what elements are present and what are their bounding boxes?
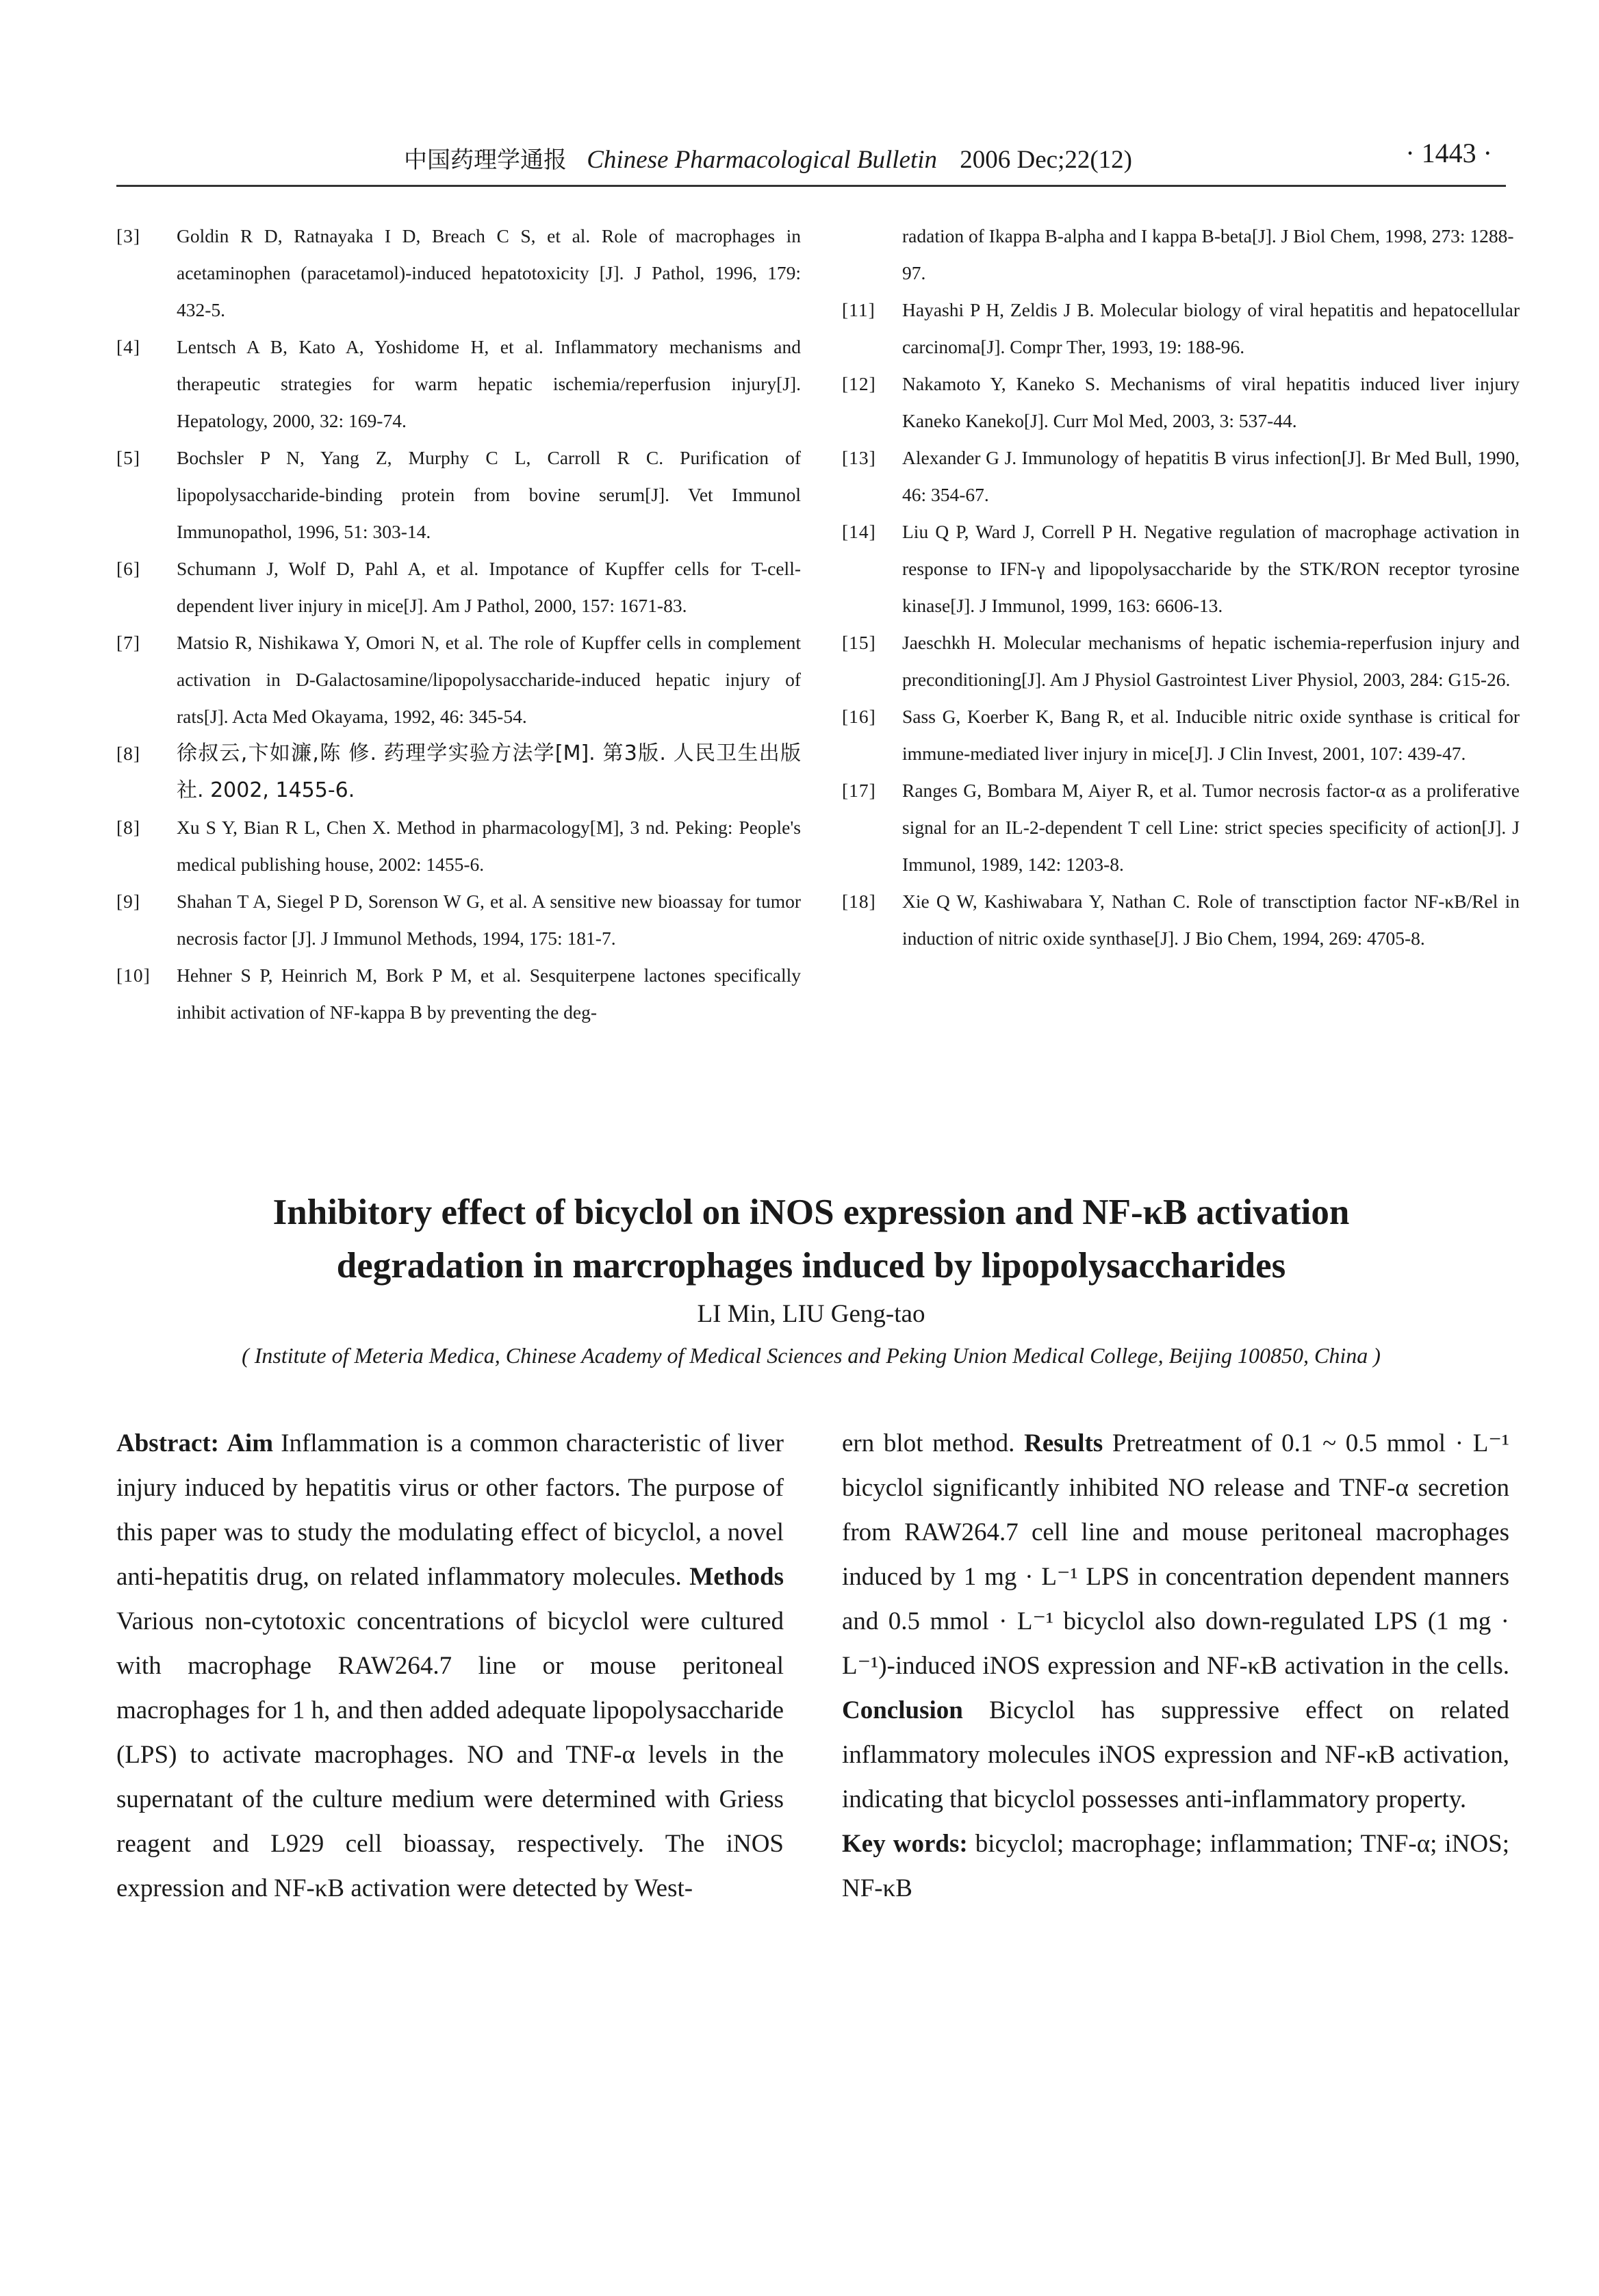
reference-item bbox=[842, 513, 1520, 624]
journal-name-zh: 中国药理学通报 bbox=[404, 146, 567, 174]
reference-number: [16] bbox=[842, 706, 876, 727]
reference-number: [6] bbox=[116, 558, 141, 579]
reference-text: 徐叔云,卞如濂,陈 修. 药理学实验方法学[M]. 第3版. 人民卫生出版社. 2002, 1455-6. bbox=[177, 741, 801, 802]
journal-issue: 2006 Dec;22(12) bbox=[960, 146, 1132, 174]
references-left-column bbox=[116, 218, 801, 1031]
article-title bbox=[116, 1186, 1506, 1292]
reference-text: Liu Q P, Ward J, Correll P H. Negative regulation of macrophage activation in response to IFN-γ and lipopolysaccharide by the STK/RON receptor tyrosine kinase[J]. J Immunol, 1999, 163: 6606-13. bbox=[902, 521, 1520, 616]
reference-number: [15] bbox=[842, 632, 876, 653]
conclusion-text: Bicyclol has suppressive effect on related inflammatory molecules iNOS expression and NF-κB activation, indicating that bicyclol possesses anti-inflammatory property. bbox=[842, 1696, 1510, 1813]
reference-item bbox=[842, 698, 1520, 772]
reference-number: [12] bbox=[842, 373, 876, 394]
references-right-list bbox=[842, 292, 1520, 957]
reference-item bbox=[116, 329, 801, 439]
running-header bbox=[116, 137, 1506, 178]
reference-text: Hayashi P H, Zeldis J B. Molecular biology of viral hepatitis and hepatocellular carcinoma[J]. Compr Ther, 1993, 19: 188-96. bbox=[902, 299, 1520, 357]
reference-number: [13] bbox=[842, 447, 876, 468]
reference-number: [5] bbox=[116, 447, 141, 468]
reference-continuation: radation of Ikappa B-alpha and I kappa B-beta[J]. J Biol Chem, 1998, 273: 1288-97. bbox=[902, 225, 1514, 283]
article-title-line-2: degradation in marcrophages induced by lipopolysaccharides bbox=[336, 1246, 1286, 1286]
reference-item bbox=[116, 809, 801, 883]
reference-item bbox=[842, 292, 1520, 366]
abstract-right-column bbox=[842, 1421, 1509, 1911]
reference-number: [18] bbox=[842, 891, 876, 912]
abstract-label: Abstract: bbox=[116, 1429, 220, 1457]
abstract-paragraph-right bbox=[842, 1421, 1509, 1822]
reference-number: [8] bbox=[116, 817, 141, 838]
reference-number: [11] bbox=[842, 299, 875, 320]
keywords-text: bicyclol; macrophage; inflammation; TNF-α; iNOS; NF-κB bbox=[842, 1830, 1510, 1902]
reference-text: Schumann J, Wolf D, Pahl A, et al. Impotance of Kupffer cells for T-cell-dependent liver injury in mice[J]. Am J Pathol, 2000, 157: 1671-83. bbox=[177, 558, 801, 616]
keywords-paragraph bbox=[842, 1822, 1509, 1911]
reference-item bbox=[116, 883, 801, 957]
header-divider bbox=[116, 185, 1506, 187]
reference-number: [14] bbox=[842, 521, 876, 542]
reference-item bbox=[842, 772, 1520, 883]
reference-item bbox=[116, 439, 801, 550]
reference-item bbox=[116, 550, 801, 624]
reference-text: Lentsch A B, Kato A, Yoshidome H, et al. Inflammatory mechanisms and therapeutic strategies for warm hepatic ischemia/reperfusion injury[J]. Hepatology, 2000, 32: 169-74. bbox=[177, 336, 801, 431]
abstract-left-column bbox=[116, 1421, 784, 1911]
reference-text: Sass G, Koerber K, Bang R, et al. Inducible nitric oxide synthase is critical for immune-mediated liver injury in mice[J]. J Clin Invest, 2001, 107: 439-47. bbox=[902, 706, 1520, 764]
reference-item bbox=[116, 735, 801, 809]
results-text: Pretreatment of 0.1 ~ 0.5 mmol · L⁻¹ bicyclol significantly inhibited NO release and TNF-α secretion from RAW264.7 cell line and mouse peritoneal macrophages induced by 1 mg · L⁻¹ LPS in concentration dependent manners and 0.5 mmol · L⁻¹ bicyclol also down-regulated LPS (1 mg · L⁻¹)-induced iNOS expression and NF-κB activation in the cells. bbox=[842, 1429, 1509, 1680]
reference-item bbox=[842, 883, 1520, 957]
abstract-paragraph-left bbox=[116, 1421, 784, 1911]
aim-text: Inflammation is a common characteristic of liver injury induced by hepatitis virus or other factors. The purpose of this paper was to study the modulating effect of bicyclol, a novel anti-hepatitis drug, on related inflammatory molecules. bbox=[116, 1429, 784, 1591]
reference-item bbox=[842, 366, 1520, 439]
methods-label: Methods bbox=[689, 1563, 784, 1591]
page-number: · 1443 · bbox=[1405, 138, 1492, 168]
reference-number: [3] bbox=[116, 225, 141, 246]
reference-text: Jaeschkh H. Molecular mechanisms of hepatic ischemia-reperfusion injury and preconditioning[J]. Am J Physiol Gastrointest Liver Physiol, 2003, 284: G15-26. bbox=[902, 632, 1520, 690]
methods-text-part-1: Various non-cytotoxic concentrations of bicyclol were cultured with macrophage RAW264.7 line or mouse peritoneal macrophages for 1 h, and then added adequate lipopolysaccharide (LPS) to activate macrophages. NO and TNF-α levels in the supernatant of the culture medium were determined with Griess reagent and L929 cell bioassay, respectively. The iNOS expression and NF-κB activation were detected by West- bbox=[116, 1607, 784, 1902]
reference-text: Bochsler P N, Yang Z, Murphy C L, Carroll R C. Purification of lipopolysaccharide-binding protein from bovine serum[J]. Vet Immunol Immunopathol, 1996, 51: 303-14. bbox=[177, 447, 801, 542]
reference-item bbox=[116, 957, 801, 1031]
reference-number: [17] bbox=[842, 780, 876, 801]
reference-text: Shahan T A, Siegel P D, Sorenson W G, et al. A sensitive new bioassay for tumor necrosis factor [J]. J Immunol Methods, 1994, 175: 181-7. bbox=[177, 891, 801, 949]
reference-text: Alexander G J. Immunology of hepatitis B virus infection[J]. Br Med Bull, 1990, 46: 354-67. bbox=[902, 447, 1520, 505]
journal-name-en: Chinese Pharmacological Bulletin bbox=[587, 146, 937, 174]
reference-item bbox=[842, 624, 1520, 698]
reference-text: Xie Q W, Kashiwabara Y, Nathan C. Role of transctiption factor NF-κB/Rel in induction of nitric oxide synthase[J]. J Bio Chem, 1994, 269: 4705-8. bbox=[902, 891, 1520, 949]
reference-number: [8] bbox=[116, 743, 141, 764]
article-title-line-1: Inhibitory effect of bicyclol on iNOS expression and NF-κB activation bbox=[272, 1192, 1350, 1232]
article-affiliation: ( Institute of Meteria Medica, Chinese Academy of Medical Sciences and Peking Union Medical College, Beijing 100850, China ) bbox=[242, 1343, 1381, 1368]
aim-label: Aim bbox=[227, 1429, 274, 1457]
reference-number: [10] bbox=[116, 965, 151, 986]
reference-text: Goldin R D, Ratnayaka I D, Breach C S, et al. Role of macrophages in acetaminophen (paracetamol)-induced hepatotoxicity [J]. J Pathol, 1996, 179: 432-5. bbox=[177, 225, 801, 320]
conclusion-label: Conclusion bbox=[842, 1696, 963, 1724]
reference-item bbox=[116, 624, 801, 735]
journal-info bbox=[404, 141, 1132, 175]
methods-text-part-2: ern blot method. bbox=[842, 1429, 1015, 1457]
references-right-column bbox=[842, 218, 1520, 957]
reference-text: Nakamoto Y, Kaneko S. Mechanisms of viral hepatitis induced liver injury Kaneko Kaneko[J]. Curr Mol Med, 2003, 3: 537-44. bbox=[902, 373, 1520, 431]
keywords-label: Key words: bbox=[842, 1830, 968, 1858]
reference-text: Hehner S P, Heinrich M, Bork P M, et al. Sesquiterpene lactones specifically inhibit activation of NF-kappa B by preventing the deg- bbox=[177, 965, 801, 1023]
reference-item bbox=[842, 439, 1520, 513]
reference-text: Matsio R, Nishikawa Y, Omori N, et al. The role of Kupffer cells in complement activation in D-Galactosamine/lipopolysaccharide-induced hepatic injury of rats[J]. Acta Med Okayama, 1992, 46: 345-54. bbox=[177, 632, 801, 727]
reference-text: Ranges G, Bombara M, Aiyer R, et al. Tumor necrosis factor-α as a proliferative signal for an IL-2-dependent T cell Line: strict species specificity of action[J]. J Immunol, 1989, 142: 1203-8. bbox=[902, 780, 1520, 875]
results-label: Results bbox=[1024, 1429, 1103, 1457]
article-authors: LI Min, LIU Geng-tao bbox=[697, 1300, 925, 1328]
reference-number: [9] bbox=[116, 891, 141, 912]
reference-item bbox=[116, 218, 801, 329]
reference-text: Xu S Y, Bian R L, Chen X. Method in pharmacology[M], 3 nd. Peking: People's medical publishing house, 2002: 1455-6. bbox=[177, 817, 801, 875]
reference-number: [7] bbox=[116, 632, 141, 653]
reference-number: [4] bbox=[116, 336, 141, 357]
